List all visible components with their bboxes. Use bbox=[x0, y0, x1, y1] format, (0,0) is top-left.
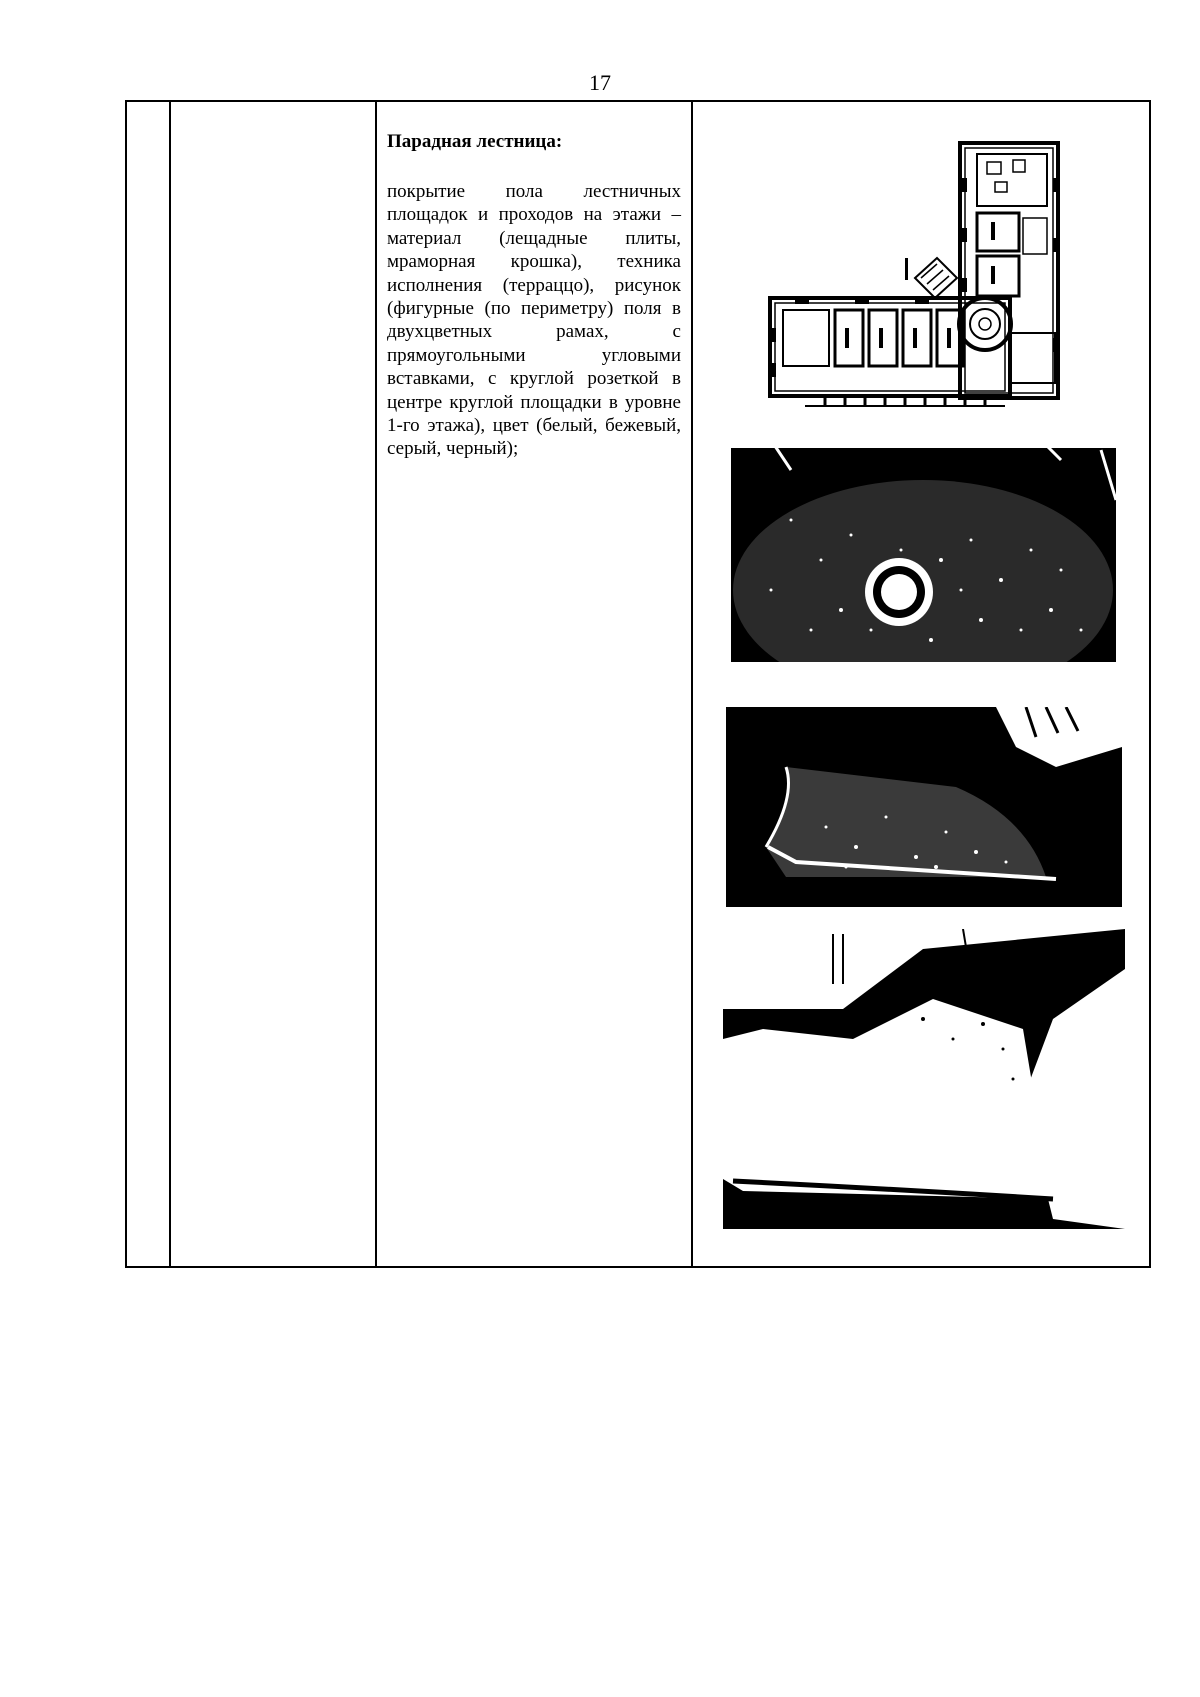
table-cell-name bbox=[171, 102, 377, 1266]
cell-description: покрытие пола лестничных площадок и проходов на этажи – материал (лещадные плиты, мраморная крошка), техника исполнения (терраццо), рисунок (фигурные (по периметру) поля в двухцветных рамах, с прямоугольными угловыми вставками, с круглой розеткой в центре круглой площадки в уровне 1-го этажа), цвет (белый, бежевый, серый, черный); bbox=[387, 181, 681, 460]
cell-heading: Парадная лестница: bbox=[387, 131, 563, 152]
document-table bbox=[125, 100, 1151, 1268]
page-number: 17 bbox=[589, 70, 611, 95]
table-cell-images bbox=[693, 102, 1149, 1266]
round-landing-photo bbox=[731, 440, 1116, 662]
floor-border-photo bbox=[723, 929, 1125, 1247]
floor-plan-image bbox=[765, 138, 1085, 410]
table-cell-description bbox=[377, 102, 693, 1266]
landing-corner-photo bbox=[726, 707, 1122, 907]
table-cell-index bbox=[127, 102, 171, 1266]
